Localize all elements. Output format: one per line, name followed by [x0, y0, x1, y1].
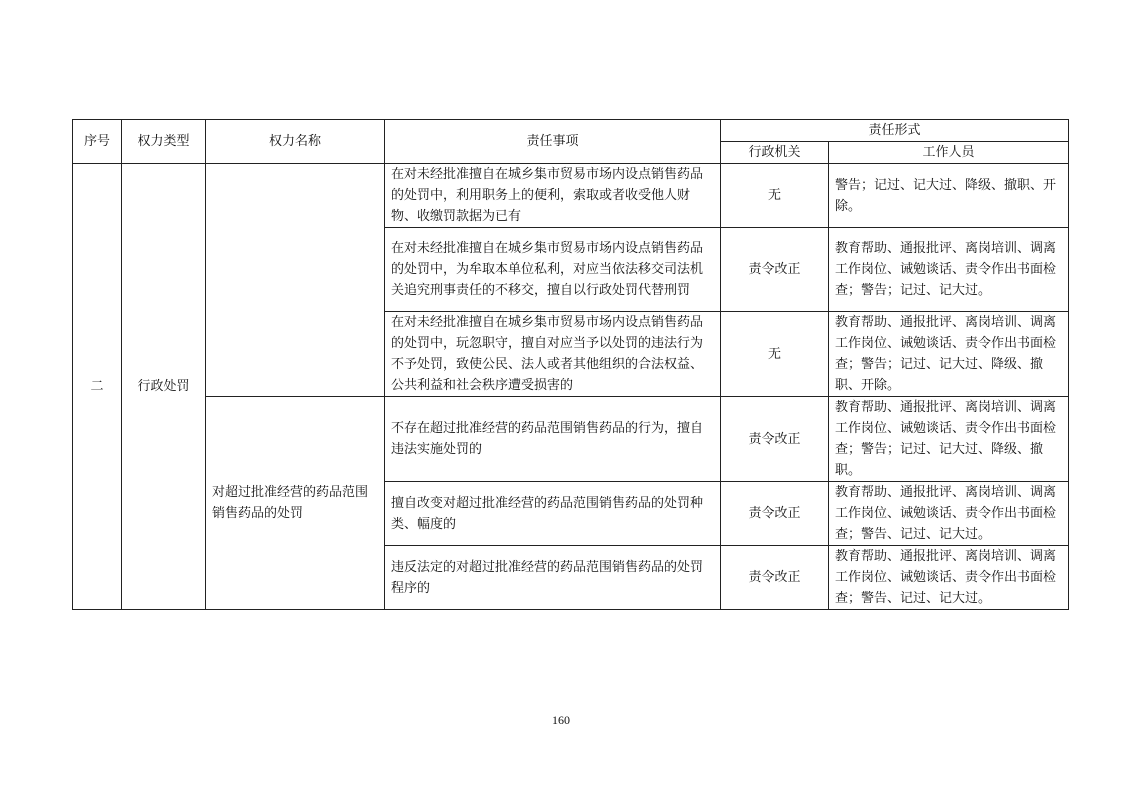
- row-organ: 无: [721, 312, 829, 397]
- group-seq: 二: [73, 164, 122, 610]
- table-row: [73, 164, 1069, 228]
- header-matter: 责任事项: [385, 120, 721, 164]
- group-type: 行政处罚: [122, 164, 206, 610]
- row-matter: 不存在超过批准经营的药品范围销售药品的行为，擅自违法实施处罚的: [385, 397, 721, 482]
- header-seq: 序号: [73, 120, 122, 164]
- row-matter: 在对未经批准擅自在城乡集市贸易市场内设点销售药品的处罚中，利用职务上的便利，索取或者收受他人财物、收缴罚款据为已有: [385, 164, 721, 228]
- responsibility-table: [72, 119, 1069, 610]
- group-name-a: [206, 164, 385, 397]
- row-organ: 责令改正: [721, 228, 829, 312]
- header-name: 权力名称: [206, 120, 385, 164]
- row-staff: 警告；记过、记大过、降级、撤职、开除。: [829, 164, 1069, 228]
- header-form: 责任形式: [721, 120, 1069, 142]
- row-staff: 教育帮助、通报批评、离岗培训、调离工作岗位、诫勉谈话、责令作出书面检查；警告、记过、记大过。: [829, 546, 1069, 610]
- row-matter: 在对未经批准擅自在城乡集市贸易市场内设点销售药品的处罚中，为牟取本单位私利，对应当依法移交司法机关追究刑事责任的不移交，擅自以行政处罚代替刑罚: [385, 228, 721, 312]
- header-staff: 工作人员: [829, 142, 1069, 164]
- row-matter: 违反法定的对超过批准经营的药品范围销售药品的处罚程序的: [385, 546, 721, 610]
- row-staff: 教育帮助、通报批评、离岗培训、调离工作岗位、诫勉谈话、责令作出书面检查；警告；记过、记大过、降级、撤职。: [829, 397, 1069, 482]
- header-organ: 行政机关: [721, 142, 829, 164]
- row-matter: 擅自改变对超过批准经营的药品范围销售药品的处罚种类、幅度的: [385, 482, 721, 546]
- row-staff: 教育帮助、通报批评、离岗培训、调离工作岗位、诫勉谈话、责令作出书面检查；警告、记过、记大过。: [829, 482, 1069, 546]
- row-staff: 教育帮助、通报批评、离岗培训、调离工作岗位、诫勉谈话、责令作出书面检查；警告；记过、记大过、降级、撤职、开除。: [829, 312, 1069, 397]
- row-organ: 责令改正: [721, 397, 829, 482]
- table-row: [73, 397, 1069, 482]
- row-organ: 责令改正: [721, 546, 829, 610]
- page-number: 160: [552, 713, 570, 727]
- header-type: 权力类型: [122, 120, 206, 164]
- row-organ: 责令改正: [721, 482, 829, 546]
- row-staff: 教育帮助、通报批评、离岗培训、调离工作岗位、诫勉谈话、责令作出书面检查；警告；记过、记大过。: [829, 228, 1069, 312]
- group-name-b: 对超过批准经营的药品范围销售药品的处罚: [206, 397, 385, 610]
- row-matter: 在对未经批准擅自在城乡集市贸易市场内设点销售药品的处罚中，玩忽职守，擅自对应当予以处罚的违法行为不予处罚，致使公民、法人或者其他组织的合法权益、公共利益和社会秩序遭受损害的: [385, 312, 721, 397]
- row-organ: 无: [721, 164, 829, 228]
